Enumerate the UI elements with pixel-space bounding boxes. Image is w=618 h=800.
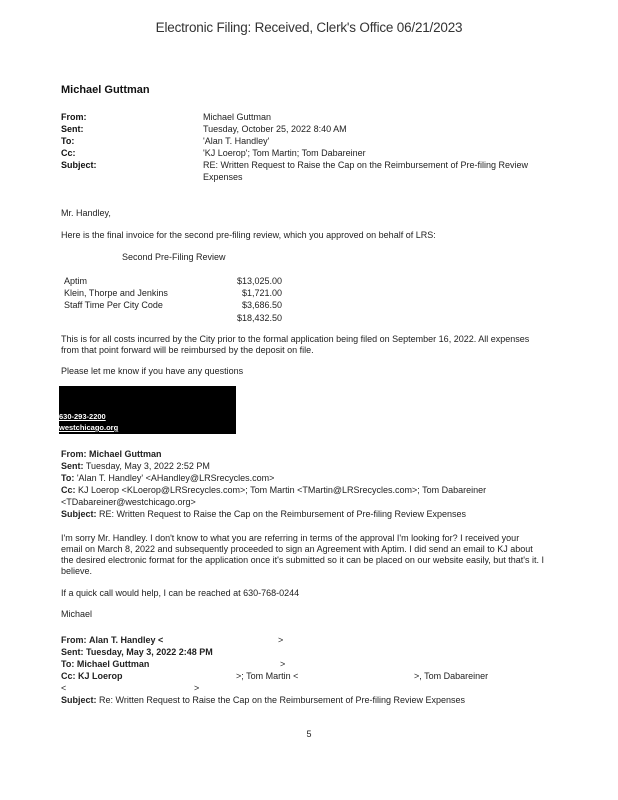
quoted-closing: Michael xyxy=(61,609,93,619)
quoted-from-line: From: Michael Guttman xyxy=(61,449,162,459)
quoted2-sent-line: Sent: Tuesday, May 3, 2022 2:48 PM xyxy=(61,647,213,657)
quoted-body-line: the desired electronic format for the application once it's submitted so it can be placed on our website easily, but that's it. I xyxy=(61,555,545,565)
intro-paragraph: Here is the final invoice for the second pre-filing review, which you approved on behalf of LRS: xyxy=(61,230,436,240)
subject-value-cont: Expenses xyxy=(203,172,243,182)
quoted-sent-line: Sent: Tuesday, May 3, 2022 2:52 PM xyxy=(61,461,210,471)
redacted-signature-block xyxy=(59,386,236,434)
table-total: $18,432.50 xyxy=(236,313,282,323)
to-value: 'Alan T. Handley' xyxy=(203,136,270,146)
quoted2-to-line: To: Michael Guttman xyxy=(61,659,150,669)
to-label: To: xyxy=(61,136,75,146)
quoted2-subject-line: Subject: Re: Written Request to Raise the Cap on the Reimbursement of Pre-filing Review Expenses xyxy=(61,695,466,705)
sender-name: Michael Guttman xyxy=(61,84,150,96)
quoted2-from-line: From: Alan T. Handley < xyxy=(61,635,164,645)
quoted-body-line: I'm sorry Mr. Handley. I don't know to what you are referring in terms of the approval I'm looking for? I received your xyxy=(61,533,520,543)
questions-paragraph: Please let me know if you have any questions xyxy=(61,366,244,376)
page-number: 5 xyxy=(306,729,312,739)
costs-paragraph-line: This is for all costs incurred by the City prior to the formal application being filed on September 16, 2022. All expenses xyxy=(61,334,530,344)
table-row-label: Klein, Thorpe and Jenkins xyxy=(64,288,168,298)
quoted-body-line: believe. xyxy=(61,566,93,576)
subject-label: Subject: xyxy=(61,160,97,170)
quoted-cc-line: Cc: KJ Loerop <KLoerop@LRSrecycles.com>; Tom Martin <TMartin@LRSrecycles.com>; Tom Dabareiner xyxy=(61,485,487,495)
quoted2-cc-line2-end: > xyxy=(194,683,200,693)
quoted2-to-end: > xyxy=(280,659,286,669)
quoted-cc-line-cont: <TDabareiner@westchicago.org> xyxy=(61,497,196,507)
quoted-call-paragraph: If a quick call would help, I can be reached at 630-768-0244 xyxy=(61,588,300,598)
subject-value: RE: Written Request to Raise the Cap on the Reimbursement of Pre-filing Review xyxy=(203,160,528,170)
cc-value: 'KJ Loerop'; Tom Martin; Tom Dabareiner xyxy=(203,148,366,158)
from-value: Michael Guttman xyxy=(203,112,272,122)
table-row-value: $13,025.00 xyxy=(236,276,282,286)
signature-link[interactable]: westchicago.org xyxy=(59,423,119,432)
table-row-label: Staff Time Per City Code xyxy=(64,300,163,310)
table-title: Second Pre-Filing Review xyxy=(122,252,226,262)
quoted2-from-end: > xyxy=(278,635,284,645)
from-label: From: xyxy=(61,112,87,122)
sent-label: Sent: xyxy=(61,124,84,134)
filing-stamp: Electronic Filing: Received, Clerk's Office 06/21/2023 xyxy=(155,20,463,35)
quoted2-cc-end: >, Tom Dabareiner xyxy=(414,671,489,681)
table-row-value: $1,721.00 xyxy=(241,288,282,298)
salutation: Mr. Handley, xyxy=(61,208,111,218)
quoted-body-line: email on March 8, 2022 and subsequently proceeded to sign an Agreement with Aptim. I did send an email to KJ about xyxy=(61,544,533,554)
quoted2-cc-mid: >; Tom Martin < xyxy=(236,671,299,681)
quoted-subject-line: Subject: RE: Written Request to Raise the Cap on the Reimbursement of Pre-filing Review Expenses xyxy=(61,509,467,519)
cc-label: Cc: xyxy=(61,148,76,158)
table-row-label: Aptim xyxy=(64,276,88,286)
table-row-value: $3,686.50 xyxy=(241,300,282,310)
quoted2-cc-line2-start: < xyxy=(61,683,67,693)
sent-value: Tuesday, October 25, 2022 8:40 AM xyxy=(203,124,347,134)
signature-phone: 630-293-2200 xyxy=(59,412,106,421)
quoted-to-line: To: 'Alan T. Handley' <AHandley@LRSrecycles.com> xyxy=(61,473,275,483)
costs-paragraph-line: from that point forward will be reimbursed by the deposit on file. xyxy=(61,345,314,355)
quoted2-cc-line: Cc: KJ Loerop xyxy=(61,671,123,681)
